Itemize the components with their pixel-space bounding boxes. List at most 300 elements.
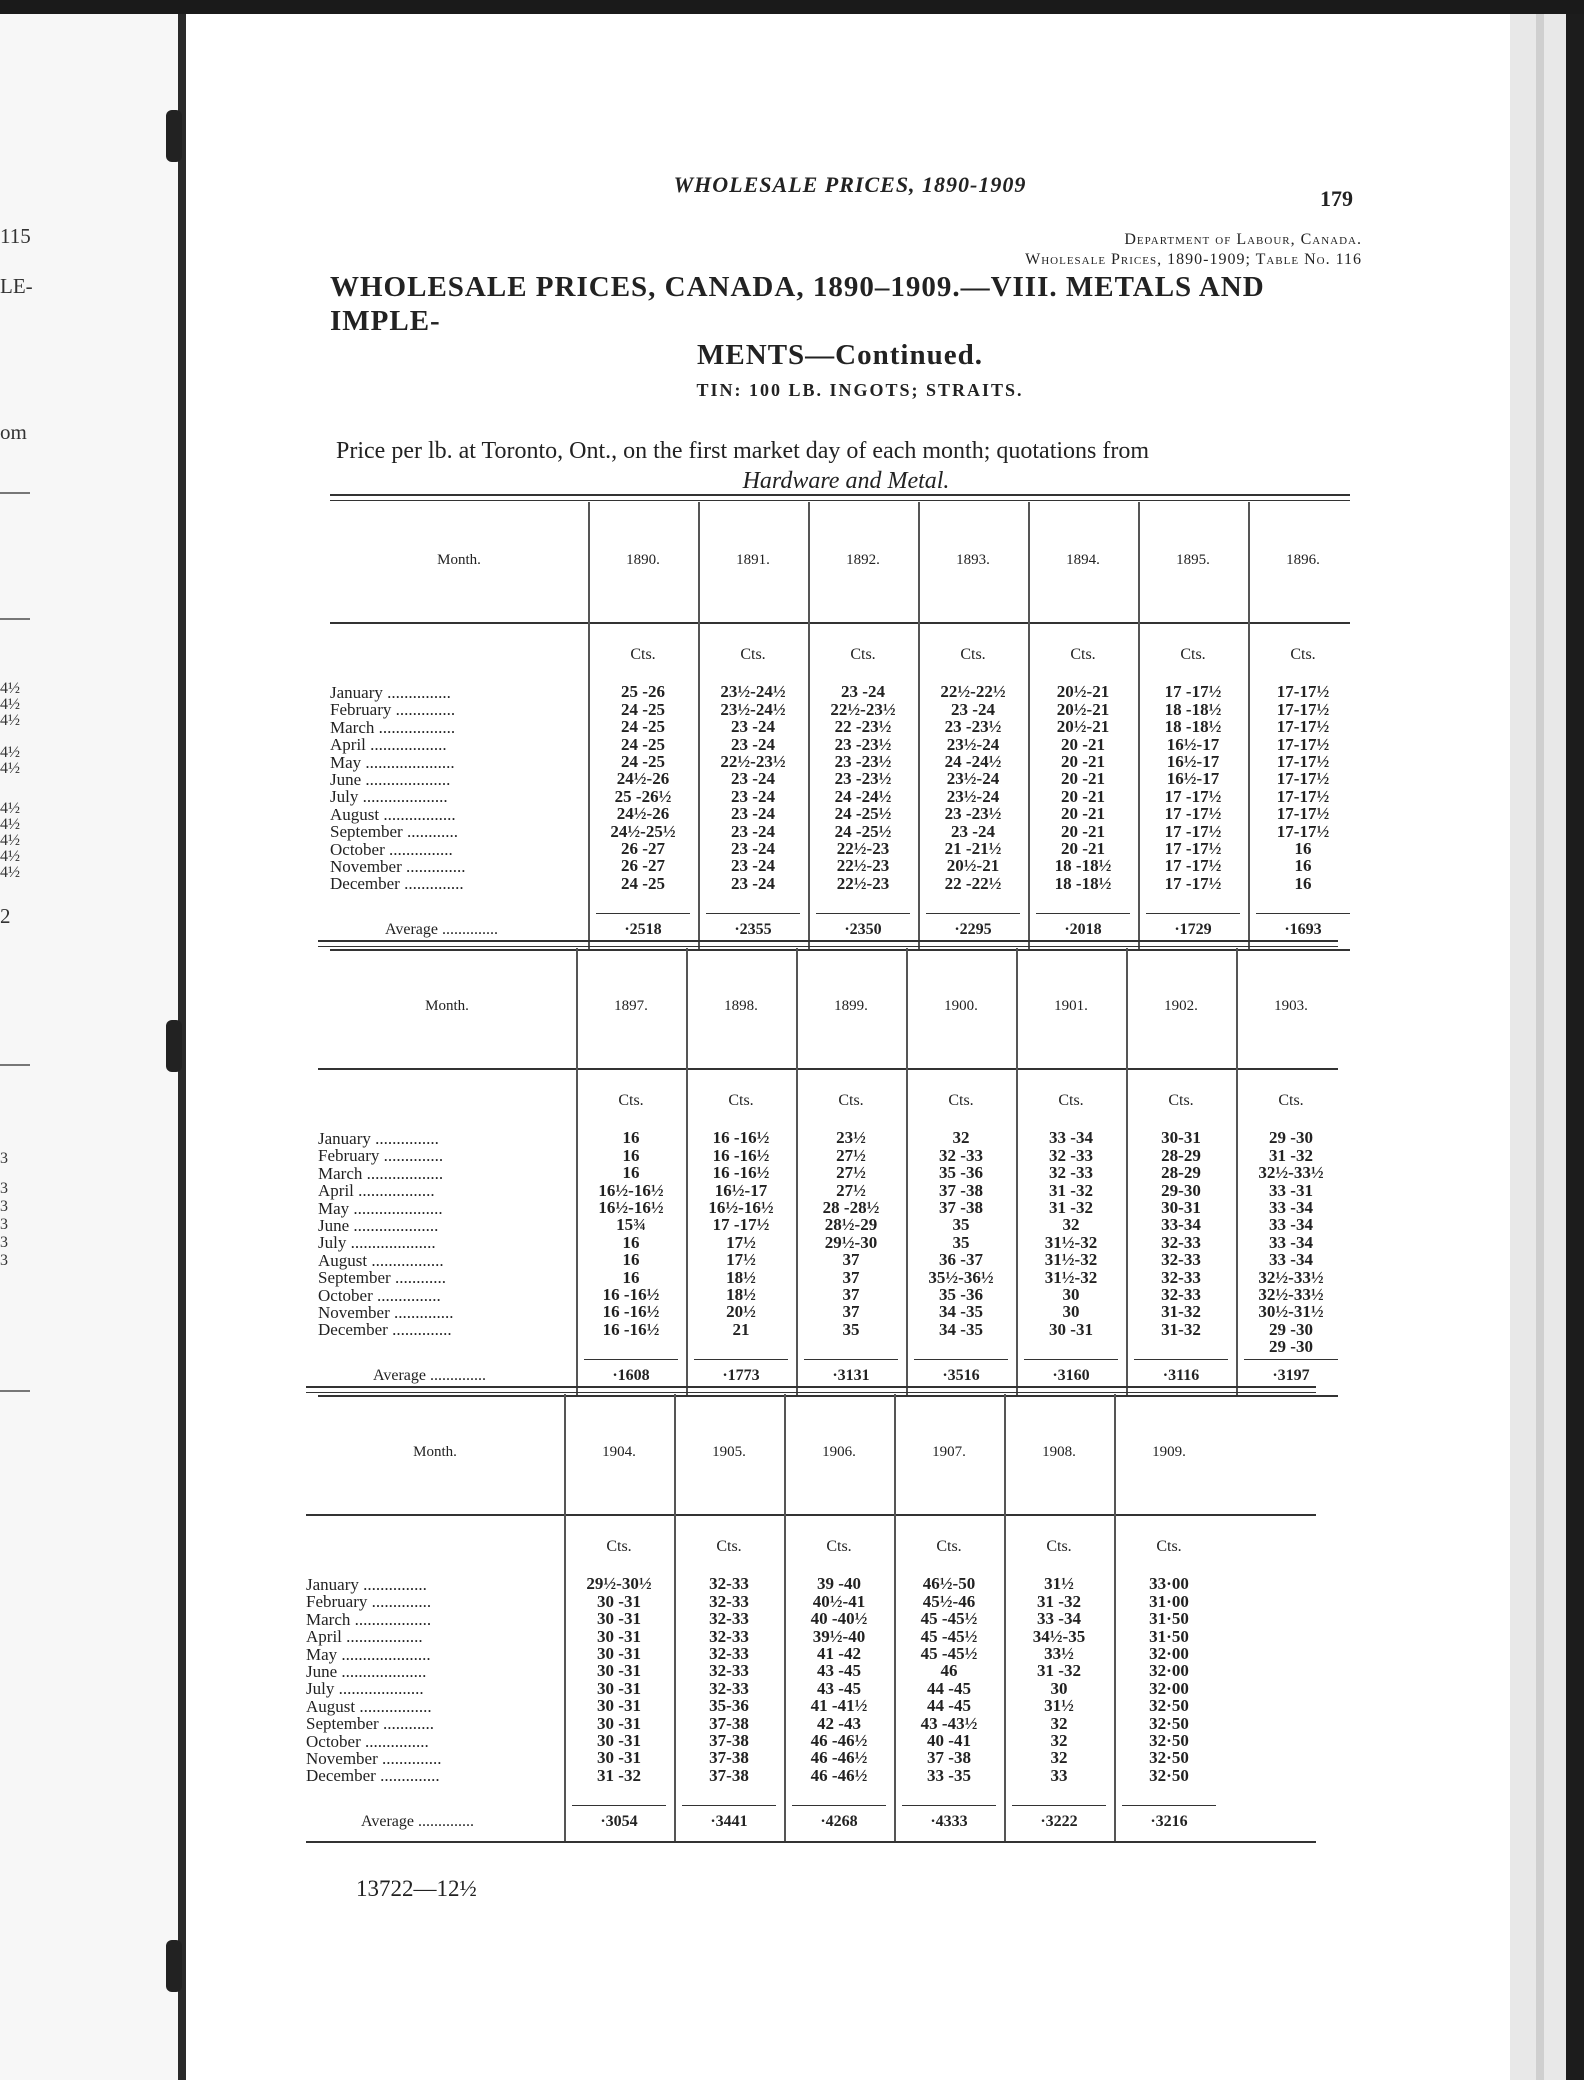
price-cell: 17-17½ [1276,786,1330,806]
price-cell: 23 -24 [951,699,995,719]
price-cell: 37-38 [709,1748,749,1768]
year-price-column [796,1092,906,1338]
year-column-header: 1909. [1152,1444,1186,1460]
month-label: September ............ [318,1268,446,1288]
price-cell: 45 -45½ [920,1626,978,1646]
month-label: January ............... [330,683,451,702]
average-rule [1024,1359,1118,1360]
price-cell: 40½-41 [812,1591,866,1611]
average-value: ·3516 [942,1366,980,1384]
month-label: January ............... [318,1129,439,1148]
price-cell: 31 -32 [1049,1180,1093,1200]
year-price-column [1016,1092,1126,1338]
price-cell: 30 -31 [597,1731,641,1751]
spine-notch [166,1940,182,1992]
average-rule [706,913,800,914]
left-page-fragment: om [0,420,27,444]
price-cell: 32 -33 [1049,1163,1093,1183]
left-page-fragment: 4½ [0,800,20,817]
price-cell: 32-33 [709,1591,749,1611]
average-rule [584,1359,678,1360]
price-cell: 22½-23 [836,856,890,876]
month-label: February .............. [306,1592,432,1612]
left-page-fragment: 4½ [0,832,20,849]
price-cell: 31½-32 [1044,1267,1098,1287]
price-cell: 34½-35 [1032,1626,1086,1646]
price-cell: 32-33 [709,1574,749,1594]
average-rule [694,1359,788,1360]
price-cell: 31·50 [1149,1626,1189,1646]
price-cell: 23½-24 [946,769,1000,789]
left-page-fragment: 4½ [0,744,20,761]
price-cell: 16 [622,1250,640,1270]
average-value: ·2018 [1064,920,1102,938]
left-page-fragment: 4½ [0,760,20,777]
price-cell: 30½-31½ [1258,1302,1324,1322]
price-cell: 31·50 [1149,1609,1189,1629]
price-cell: 24 -25 [621,699,665,719]
price-cell: 17 -17½ [1164,839,1222,859]
year-column-header: 1907. [932,1444,966,1460]
month-label: June .................... [306,1662,427,1682]
year-column-header: 1908. [1042,1444,1076,1460]
price-cell: 30-31 [1161,1128,1201,1148]
month-label: July .................... [306,1679,424,1699]
price-cell: 17 -17½ [1164,821,1222,841]
price-cell: 23 -23½ [834,752,892,772]
price-cell: 23 -24 [731,873,775,893]
year-price-column [894,1538,1004,1784]
price-cell: 22½-23½ [720,752,786,772]
price-cell: 35 [952,1215,970,1235]
year-price-column [808,646,918,892]
price-cell: 37-38 [709,1713,749,1733]
year-price-column [564,1538,674,1784]
price-cell: 16 [622,1232,640,1252]
price-cell: 24½-26 [616,804,670,824]
price-cell: 36 -37 [939,1250,983,1270]
year-column-header: 1890. [626,552,660,568]
month-label: May ..................... [330,752,455,772]
table-reference-line: Wholesale Prices, 1890-1909; Table No. 116 [1025,251,1362,268]
year-price-column [698,646,808,892]
price-cell: 31½ [1044,1696,1074,1716]
price-cell: 30 [1050,1678,1068,1698]
price-cell: 32·50 [1149,1713,1189,1733]
units-label: Cts. [1290,646,1316,663]
month-label: March .................. [306,1609,432,1629]
price-cell: 32-33 [709,1678,749,1698]
price-cell: 32 [1062,1215,1080,1235]
left-page-fragment: 2 [0,904,11,928]
month-label: May ..................... [306,1644,431,1664]
price-cell: 23½-24 [946,786,1000,806]
month-column-header: Month. [413,1444,457,1460]
price-cell: 32 -33 [1049,1145,1093,1165]
price-cell: 21 [732,1319,750,1339]
price-cell: 18 -18½ [1164,717,1222,737]
table-top-rule [330,494,1350,496]
left-page-fragment: 4½ [0,680,20,697]
table-top-rule [318,940,1338,942]
price-cell: 37 [842,1250,860,1270]
price-cell: 33 -34 [1269,1232,1313,1252]
price-cell: 20 -21 [1061,821,1105,841]
price-cell: 31 -32 [1037,1591,1081,1611]
year-price-column [588,646,698,892]
month-label: November .............. [318,1303,454,1323]
price-cell: 18½ [726,1285,756,1305]
price-cell: 15¾ [616,1215,646,1235]
price-cell: 16½-16½ [598,1198,664,1218]
left-page-rule [0,618,30,620]
month-label: October ............... [330,839,453,859]
average-value: ·3441 [710,1812,748,1830]
units-label: Cts. [1180,646,1206,663]
price-cell: 18½ [726,1267,756,1287]
average-rule [1146,913,1240,914]
price-cell: 17½ [726,1250,756,1270]
left-page-fragment: 3 [0,1216,8,1233]
average-value: ·3116 [1162,1366,1200,1384]
price-cell: 31-32 [1161,1302,1201,1322]
price-cell: 26 -27 [621,839,665,859]
month-label: April .................. [318,1181,435,1201]
price-cell: 20 -21 [1061,839,1105,859]
price-cell: 31·00 [1149,1591,1189,1611]
footer-printer-mark: 13722—12½ [356,1876,477,1901]
price-cell: 37-38 [709,1731,749,1751]
price-cell: 17-17½ [1276,734,1330,754]
month-label: August ................. [306,1696,432,1716]
price-cell: 17 -17½ [712,1215,770,1235]
table-top-rule [318,946,1338,947]
average-rule [792,1805,886,1806]
price-cell: 30 -31 [597,1678,641,1698]
price-cell: 40 -41 [927,1731,971,1751]
units-label: Cts. [618,1092,644,1109]
year-column-header: 1905. [712,1444,746,1460]
price-cell: 32½-33½ [1258,1267,1324,1287]
price-cell: 23 -23½ [944,804,1002,824]
price-cell: 16 -16½ [712,1163,770,1183]
month-label: February .............. [330,700,456,720]
price-cell: 34 -35 [939,1302,983,1322]
price-cell: 30 -31 [597,1713,641,1733]
year-price-column [918,646,1028,892]
price-cell: 24 -25½ [834,804,892,824]
average-value: ·3216 [1150,1812,1188,1830]
price-cell: 22½-23 [836,873,890,893]
price-cell: 32 -33 [939,1145,983,1165]
price-cell: 24 -24½ [834,786,892,806]
year-price-column [674,1538,784,1784]
average-rule [816,913,910,914]
price-cell: 17-17½ [1276,821,1330,841]
year-column-header: 1903. [1274,998,1308,1014]
price-cell: 32-33 [709,1609,749,1629]
price-cell: 17 -17½ [1164,873,1222,893]
price-cell: 32·00 [1149,1644,1189,1664]
price-cell: 34 -35 [939,1319,983,1339]
average-value: ·3131 [832,1366,870,1384]
price-cell: 33 -34 [1269,1215,1313,1235]
price-cell: 32-33 [709,1661,749,1681]
price-cell: 33 -34 [1037,1609,1081,1629]
price-cell: 30 -31 [597,1661,641,1681]
price-cell: 43 -45 [817,1661,861,1681]
year-price-column [906,1092,1016,1338]
price-cell: 32-33 [1161,1250,1201,1270]
average-rule [1012,1805,1106,1806]
price-cell: 26 -27 [621,856,665,876]
price-cell: 32-33 [709,1644,749,1664]
price-cell: 23 -24 [731,856,775,876]
price-cell: 23½-24½ [720,682,786,702]
year-column-header: 1896. [1286,552,1320,568]
price-cell: 27½ [836,1163,866,1183]
price-cell: 30 -31 [1049,1319,1093,1339]
price-cell: 16 [622,1145,640,1165]
spine-notch [166,110,182,162]
year-price-column [576,1092,686,1338]
month-label: June .................... [330,770,451,790]
units-label: Cts. [850,646,876,663]
average-rule [1256,913,1350,914]
price-cell: 22½-23½ [830,699,896,719]
month-labels [318,1130,454,1339]
price-cell: 18 -18½ [1164,699,1222,719]
price-cell: 16½-16½ [598,1180,664,1200]
left-page-fragment: 3 [0,1150,8,1167]
price-cell: 33·00 [1149,1574,1189,1594]
month-label: March .................. [330,717,456,737]
price-cell: 30 -31 [597,1626,641,1646]
average-value: ·1693 [1284,920,1322,938]
price-cell: 32½-33½ [1258,1285,1324,1305]
price-cell: 17-17½ [1276,804,1330,824]
price-cell: 46 -46½ [810,1748,868,1768]
left-page-fragment: LE- [0,274,33,298]
price-cell: 23 -23½ [834,734,892,754]
units-label: Cts. [740,646,766,663]
average-label: Average .............. [361,1812,474,1830]
table-bottom-rule [330,949,1350,951]
average-label: Average .............. [373,1366,486,1384]
units-label: Cts. [1168,1092,1194,1109]
left-page-margin [0,14,178,2080]
table-top-rule [330,500,1350,501]
scan-right-edge [1566,14,1584,2080]
price-cell: 27½ [836,1180,866,1200]
price-cell: 23 -24 [731,786,775,806]
price-cell: 30 -31 [597,1696,641,1716]
price-cell: 24 -25 [621,734,665,754]
price-cell: 35 [952,1232,970,1252]
average-rule [572,1805,666,1806]
price-cell: 23 -24 [731,717,775,737]
table-top-rule [306,1386,1316,1388]
price-cell: 24½-26 [616,769,670,789]
month-label: June .................... [318,1216,439,1236]
price-cell: 20 -21 [1061,769,1105,789]
price-cell: 39½-40 [812,1626,866,1646]
price-cell: 27½ [836,1145,866,1165]
year-price-column [686,1092,796,1338]
price-cell: 29 -30 [1269,1128,1313,1148]
price-cell: 28½-29 [824,1215,878,1235]
price-cell: 33½ [1044,1644,1074,1664]
department-note [1025,230,1362,270]
left-page-fragment: 3 [0,1198,8,1215]
price-cell: 46 -46½ [810,1765,868,1785]
month-label: May ..................... [318,1198,443,1218]
units-label: Cts. [728,1092,754,1109]
price-cell: 35 -36 [939,1163,983,1183]
left-page-fragment: 3 [0,1252,8,1269]
price-cell: 24 -25 [621,717,665,737]
intro-line-1: Price per lb. at Toronto, Ont., on the first market day of each month; quotations from [336,438,1150,464]
average-rule [902,1805,996,1806]
year-column-header: 1895. [1176,552,1210,568]
price-cell: 22½-22½ [940,682,1006,702]
price-cell: 17-17½ [1276,769,1330,789]
price-cell: 37 -38 [927,1748,971,1768]
left-page-fragment: 4½ [0,696,20,713]
year-column-header: 1898. [724,998,758,1014]
price-cell: 20 -21 [1061,804,1105,824]
price-cell: 20½ [726,1302,756,1322]
price-cell: 21 -21½ [944,839,1002,859]
month-label: March .................. [318,1163,444,1183]
average-rule [682,1805,776,1806]
price-cell: 16½-17 [1166,752,1220,772]
price-cell: 16 -16½ [602,1285,660,1305]
month-label: April .................. [330,735,447,755]
month-label: April .................. [306,1627,423,1647]
price-cell: 31 -32 [597,1765,641,1785]
price-cell: 23 -24 [951,821,995,841]
year-column-header: 1900. [944,998,978,1014]
price-cell: 16½-17 [1166,734,1220,754]
year-column-header: 1893. [956,552,990,568]
left-page-fragment: 3 [0,1180,8,1197]
price-cell: 20 -21 [1061,734,1105,754]
spine-notch [166,1020,182,1072]
price-cell: 32·50 [1149,1731,1189,1751]
price-cell: 33-34 [1161,1215,1201,1235]
price-cell: 17-17½ [1276,699,1330,719]
month-labels [330,684,466,893]
average-value: ·3054 [600,1812,638,1830]
average-rule [926,913,1020,914]
price-cell: 32·50 [1149,1748,1189,1768]
average-value: ·2350 [844,920,882,938]
average-rule [1036,913,1130,914]
year-price-column [784,1538,894,1784]
price-cell: 44 -45 [927,1678,971,1698]
price-cell: 32-33 [1161,1232,1201,1252]
price-cell: 32-33 [1161,1267,1201,1287]
price-cell: 23 -24 [731,821,775,841]
units-label: Cts. [1046,1538,1072,1555]
year-price-column [1114,1538,1224,1784]
price-cell: 22½-23 [836,839,890,859]
price-cell: 45 -45½ [920,1609,978,1629]
price-cell: 16 [622,1128,640,1148]
price-cell: 23½ [836,1128,866,1148]
average-rule [1134,1359,1228,1360]
price-cell: 33 -34 [1269,1198,1313,1218]
price-cell: 33 -31 [1269,1180,1313,1200]
intro-line-2: Hardware and Metal. [742,468,950,494]
month-label: November .............. [306,1749,442,1769]
price-cell: 16 [1294,873,1312,893]
units-label: Cts. [630,646,656,663]
section-subheading: TIN: 100 LB. INGOTS; STRAITS. [696,380,1024,400]
year-column-header: 1899. [834,998,868,1014]
left-page-fragment: 4½ [0,848,20,865]
left-page-fragment: 4½ [0,816,20,833]
price-cell: 24 -25½ [834,821,892,841]
price-cell: 17 -17½ [1164,804,1222,824]
price-cell: 45½-46 [922,1591,976,1611]
average-label: Average .............. [385,920,498,938]
price-cell: 16 [622,1267,640,1287]
price-cell: 29½-30 [824,1232,878,1252]
month-label: July .................... [330,787,448,807]
price-cell: 24 -24½ [944,752,1002,772]
price-cell: 23½-24½ [720,699,786,719]
year-price-column [1004,1538,1114,1784]
average-value: ·2295 [954,920,992,938]
year-column-header: 1897. [614,998,648,1014]
price-cell: 17 -17½ [1164,856,1222,876]
price-cell: 20 -21 [1061,786,1105,806]
average-rule [914,1359,1008,1360]
month-label: February .............. [318,1146,444,1166]
price-cell: 31 -32 [1037,1661,1081,1681]
left-page-fragment: 3 [0,1234,8,1251]
price-cell: 16 -16½ [602,1302,660,1322]
month-column-header: Month. [437,552,481,568]
table-bottom-rule [318,1395,1338,1397]
price-cell: 40 -40½ [810,1609,868,1629]
left-page-fragment: 4½ [0,712,20,729]
price-cell: 32-33 [1161,1285,1201,1305]
average-value: ·2518 [624,920,662,938]
price-cell: 16½-17 [714,1180,768,1200]
price-cell: 37 [842,1302,860,1322]
price-cell: 17 -17½ [1164,786,1222,806]
price-cell: 42 -43 [817,1713,861,1733]
price-cell: 25 -26 [621,682,665,702]
table-top-rule [306,1392,1316,1393]
price-cell: 28 -28½ [822,1198,880,1218]
price-cell: 31½-32 [1044,1232,1098,1252]
price-cell: 37 [842,1267,860,1287]
year-price-column [1236,1092,1346,1356]
price-cell: 31-32 [1161,1319,1201,1339]
price-cell: 43 -45 [817,1678,861,1698]
year-price-column [1138,646,1248,892]
price-cell: 33 -34 [1269,1250,1313,1270]
price-cell: 32 [1050,1731,1068,1751]
average-value: ·3197 [1272,1366,1310,1384]
price-cell: 23 -24 [731,804,775,824]
title-line-1: WHOLESALE PRICES, CANADA, 1890–1909.—VIII. METALS AND IMPLE- [330,271,1265,337]
price-cell: 29 -30 [1269,1337,1313,1357]
